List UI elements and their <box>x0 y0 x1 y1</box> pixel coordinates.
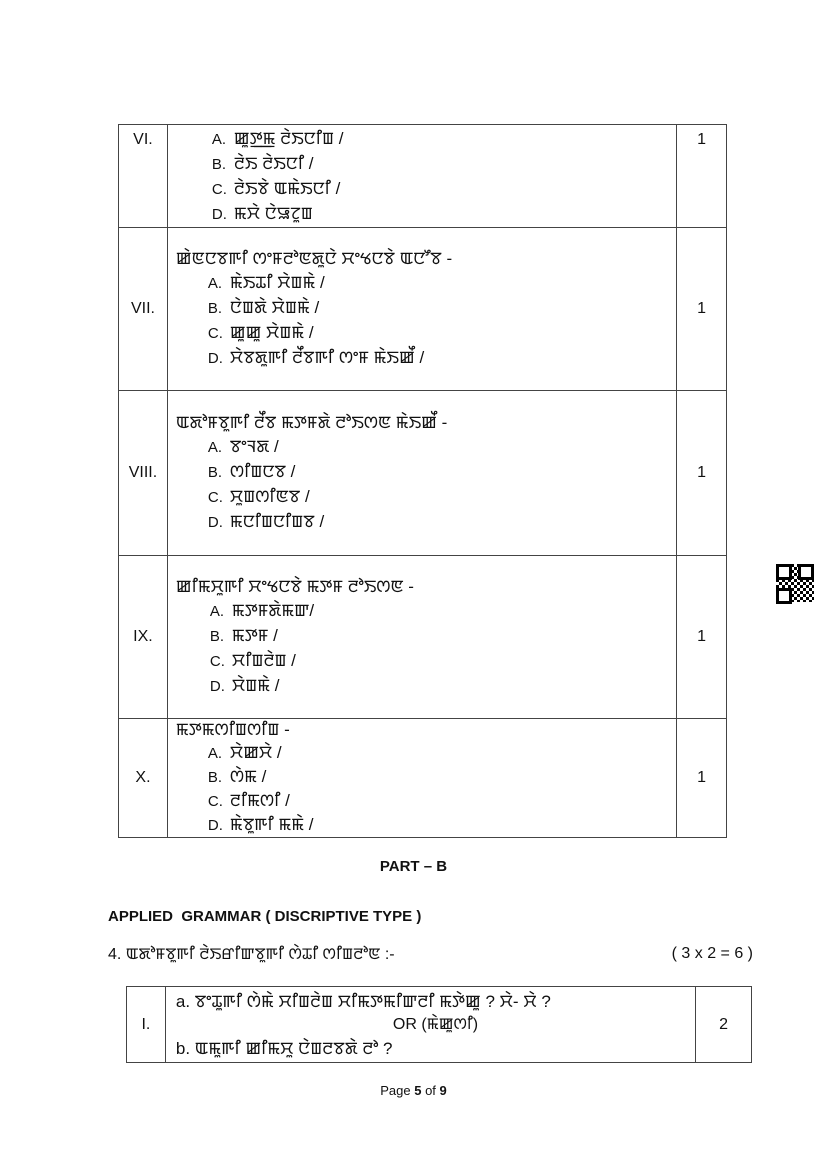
question-number: VIII. <box>119 391 168 556</box>
table-row <box>119 125 727 228</box>
question-stem: ꯑꯗꯣꯝꯕꯨꯒꯤ ꯂꯩꯕ ꯃꯇꯝꯗꯥ ꯂꯣꯏꯁꯟ ꯃꯥꯏꯀꯩ - <box>175 413 448 432</box>
option-a: A. ꯕꯦꯜꯗ / <box>207 437 279 456</box>
question-stem: ꯀꯤꯃꯆꯨꯒꯤ ꯆꯦꯠꯅꯕꯥ ꯃꯇꯝ ꯂꯣꯏꯁꯟ - <box>175 577 414 596</box>
total-pages: 9 <box>439 1083 447 1098</box>
part-heading: PART – B <box>379 858 448 875</box>
question-number: X. <box>119 719 168 838</box>
qr-finder-icon <box>776 588 792 604</box>
question-4-text: 4. ꯑꯗꯣꯝꯕꯨꯒꯤ ꯂꯥꯏꯔꯤꯛꯕꯨꯒꯤ ꯁꯥꯊꯤ ꯁꯤꯡꯂꯣꯟ :- <box>108 946 395 963</box>
option-d: D. ꯃꯆꯥ ꯅꯥꯎꯖꯨꯡ <box>211 204 313 223</box>
option-b: B. ꯁꯤꯡꯅꯕ / <box>207 462 296 481</box>
option-c: C. ꯂꯥꯏꯕꯥ ꯑꯃꯥꯏꯅꯤ / <box>211 179 341 198</box>
page-footer: Page 5 of 9 <box>380 1083 447 1098</box>
marks: 1 <box>677 556 727 719</box>
option-d: D. ꯃꯅꯤꯡꯅꯤꯡꯕ / <box>207 512 325 531</box>
section-subheading: APPLIED GRAMMAR ( DISCRIPTIVE TYPE ) <box>108 908 422 925</box>
question-a: a. ꯕꯦꯊꯨꯒꯤ ꯁꯥꯃꯥ ꯆꯤꯡꯂꯥꯡ ꯆꯤꯃꯇꯃꯤꯛꯂꯤ ꯃꯇꯥꯀꯨ ? ꯆꯥ- ꯆꯥ ? <box>175 991 551 1011</box>
question-4-marks: ( 3 x 2 = 6 ) <box>671 945 753 962</box>
or-text: OR (ꯃꯥꯀꯨꯁꯤ) <box>392 1015 479 1033</box>
part-b-table <box>126 986 752 1063</box>
mcq-table <box>118 124 727 838</box>
option-d: D. ꯆꯥꯡꯃꯥ / <box>209 676 280 695</box>
table-row <box>119 556 727 719</box>
marks: 1 <box>677 125 727 228</box>
option-b: B. ꯅꯥꯡꯗꯥ ꯆꯥꯡꯃꯥ / <box>207 298 320 317</box>
option-c: C. ꯆꯤꯡꯂꯥꯡ / <box>209 651 296 670</box>
question-number: VII. <box>119 228 168 391</box>
table-row <box>127 987 752 1063</box>
current-page: 5 <box>414 1083 422 1098</box>
table-row <box>119 228 727 391</box>
option-a: A. ꯆꯥꯀꯆꯥ / <box>207 743 282 762</box>
marks: 1 <box>677 719 727 838</box>
option-b: B. ꯂꯥꯏ ꯂꯥꯏꯅꯤ / <box>211 154 314 173</box>
question-number: I. <box>127 987 166 1063</box>
question-stem: ꯃꯇꯃꯁꯤꯡꯁꯤꯡ - <box>175 720 290 739</box>
option-d: D. ꯃꯥꯕꯨꯒꯤ ꯃꯃꯥ / <box>207 815 314 834</box>
table-row <box>119 391 727 556</box>
option-a: A. ꯃꯇꯝꯗꯥꯃꯛ/ <box>209 601 315 620</box>
marks: 1 <box>677 391 727 556</box>
question-stem: ꯀꯥꯟꯅꯕꯒꯤ ꯁꯦꯝꯂꯣꯟꯗꯨꯅꯥ ꯆꯦꯠꯅꯕꯥ ꯑꯅꯧꯕ - <box>175 249 453 268</box>
question-number: VI. <box>119 125 168 228</box>
option-a: A. ꯀꯨꯇ꯭ꯃ ꯂꯥꯏꯅꯤꯡ / <box>211 129 344 148</box>
option-c: C. ꯀꯨꯀꯨ ꯆꯥꯡꯃꯥ / <box>207 323 314 342</box>
question-number: IX. <box>119 556 168 719</box>
marks: 2 <box>696 987 752 1063</box>
table-row <box>119 719 727 838</box>
question-b: b. ꯑꯃꯨꯒꯤ ꯀꯤꯃꯆꯨ ꯅꯥꯡꯂꯕꯗꯥ ꯂꯣ ? <box>175 1038 393 1058</box>
option-a: A. ꯃꯥꯏꯊꯤ ꯆꯥꯡꯃꯥ / <box>207 273 325 292</box>
option-b: B. ꯃꯇꯝ / <box>209 626 278 645</box>
option-b: B. ꯁꯥꯃ / <box>207 767 267 786</box>
option-d: D. ꯆꯥꯕꯗꯨꯒꯤ ꯂꯩꯕꯒꯤ ꯁꯦꯝ ꯃꯥꯏꯀꯩ / <box>207 348 425 367</box>
option-c: C. ꯆꯨꯡꯁꯤꯟꯕ / <box>207 487 310 506</box>
option-c: C. ꯂꯤꯃꯁꯤ / <box>207 791 290 810</box>
marks: 1 <box>677 228 727 391</box>
